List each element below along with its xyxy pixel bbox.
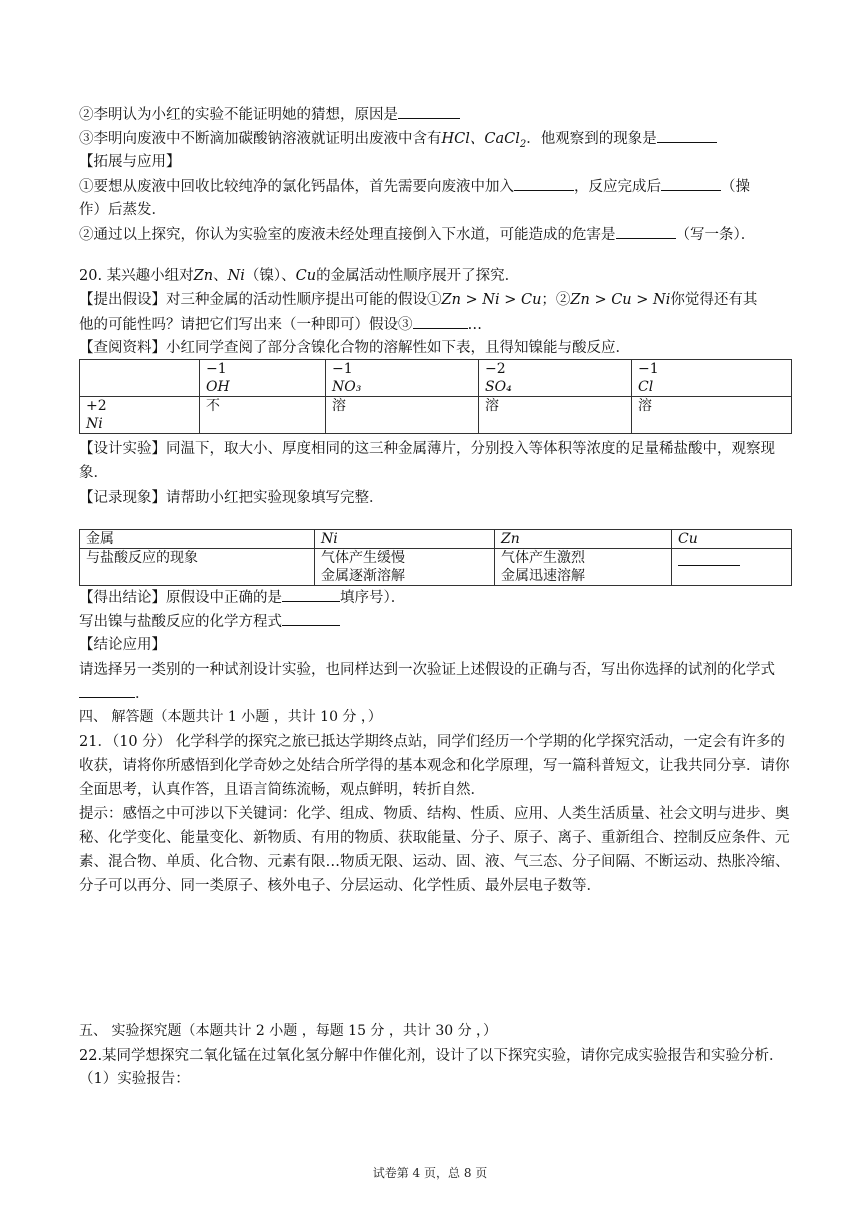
formula: Zn > Ni > Cu xyxy=(441,292,542,308)
table-cell: 溶 xyxy=(326,397,479,434)
section-heading: 【结论应用】 xyxy=(79,637,166,653)
question-text: ①要想从废液中回收比较纯净的氯化钙晶体，首先需要向废液中加入 xyxy=(79,179,514,195)
question-text: 的金属活动性顺序展开了探究． xyxy=(316,268,520,284)
question-20-intro xyxy=(79,265,791,289)
question-text: ，反应完成后 xyxy=(574,179,661,195)
page-footer: 试卷第 4 页，总 8 页 xyxy=(372,1166,488,1180)
section-4-title: 四、 解答题（本题共计 1 小题 ，共计 10 分 ，） xyxy=(79,709,382,725)
question-22-sub: （1）实验报告： xyxy=(79,1071,190,1087)
question-text: 、 xyxy=(213,268,228,284)
formula-subscript: 2 xyxy=(519,138,527,150)
question-text: （写一条）． xyxy=(675,227,756,243)
question-line xyxy=(79,175,791,199)
formula: Zn xyxy=(193,268,214,284)
solubility-table xyxy=(79,359,792,434)
question-21: 21．（10 分） 化学科学的探究之旅已抵达学期终点站，同学们经历一个学期的化学探究活动，一定会有许多的收获，请将你所感悟到化学奇妙之处结合所学得的基本观念和化学原理，写一篇科普短文，让我共同分享．请你全面思考，认真作答，且语言简练流畅，观点鲜明，转折自然． xyxy=(79,734,790,798)
question-text: ②李明认为小红的实验不能证明她的猜想，原因是 xyxy=(79,107,398,123)
question-text: ③李明向废液中不断滴加碳酸钠溶液就证明出废液中含有 xyxy=(79,131,442,147)
answer-blank[interactable] xyxy=(661,175,721,191)
question-text: … xyxy=(467,317,482,333)
table-row-header: +2 Ni xyxy=(80,397,200,434)
question-text: 他的可能性吗？请把它们写出来（一种即可）假设③ xyxy=(79,317,413,333)
table-cell xyxy=(672,549,792,586)
question-text: ②通过以上探究，你认为实验室的废液未经处理直接倒入下水道，可能造成的危害是 xyxy=(79,227,616,243)
answer-blank[interactable] xyxy=(79,682,135,698)
answer-blank[interactable] xyxy=(282,586,340,602)
design-paragraph: 【设计实验】同温下，取大小、厚度相同的这三种金属薄片，分别投入等体积等浓度的足量稀盐酸中，观察现象． xyxy=(79,441,775,481)
table-header-cell: Ni xyxy=(315,530,495,549)
question-text: 请选择另一类别的一种试剂设计实验，也同样达到一次验证上述假设的正确与否，写出你选择的试剂的化学式 xyxy=(79,662,775,678)
answer-blank[interactable] xyxy=(282,610,340,626)
answer-blank[interactable] xyxy=(398,103,460,119)
question-text: 【得出结论】原假设中正确的是 xyxy=(79,590,282,606)
formula: Ni xyxy=(227,268,245,284)
equation-line xyxy=(79,610,791,634)
formula: Zn > Cu > Ni xyxy=(570,292,671,308)
section-5-title: 五、 实验探究题（本题共计 2 小题 ，每题 15 分 ，共计 30 分 ，） xyxy=(79,1023,498,1039)
apply-paragraph xyxy=(79,658,791,706)
question-text: 写出镍与盐酸反应的化学方程式 xyxy=(79,614,282,630)
table-header-cell: −1 NO₃ xyxy=(326,360,479,397)
page-content xyxy=(79,103,791,898)
record-line: 【记录现象】请帮助小红把实验现象填写完整． xyxy=(79,490,384,506)
question-text: 20. 某兴趣小组对 xyxy=(79,268,194,284)
table-cell: 气体产生激烈 金属迅速溶解 xyxy=(495,549,672,586)
table-header-cell: −1 OH xyxy=(200,360,326,397)
table-cell: 溶 xyxy=(479,397,632,434)
question-line: 作）后蒸发． xyxy=(79,202,166,218)
question-text: 【提出假设】对三种金属的活动性顺序提出可能的假设① xyxy=(79,292,442,308)
hypothesis-line xyxy=(79,313,791,337)
question-text: 你觉得还有其 xyxy=(670,292,758,308)
table-cell: 溶 xyxy=(632,397,792,434)
section-heading: 【拓展与应用】 xyxy=(79,154,181,170)
info-line: 【查阅资料】小红同学查阅了部分含镍化合物的溶解性如下表，且得知镍能与酸反应． xyxy=(79,340,630,356)
question-text: ． xyxy=(135,686,150,702)
question-text: （操 xyxy=(721,179,750,195)
question-line xyxy=(79,103,791,127)
answer-blank[interactable] xyxy=(657,127,717,143)
answer-blank[interactable] xyxy=(413,313,468,329)
question-21-hint: 提示：感悟之中可涉以下关键词：化学、组成、物质、结构、性质、应用、人类生活质量、社会文明与进步、奥秘、化学变化、能量变化、新物质、有用的物质、获取能量、分子、原子、离子、重新组合、控制反应条件、元素、混合物、单质、化合物、元素有限…物质无限、运动、固、液、气三态、分子间隔、不断运动、热胀冷缩、分子可以再分、同一类原子、核外电子、分层运动、化学性质、最外层电子数等． xyxy=(79,806,790,894)
formula: HCl、CaCl xyxy=(441,131,520,147)
table-header-cell: Cu xyxy=(672,530,792,549)
question-line xyxy=(79,127,791,151)
table-header-cell: Zn xyxy=(495,530,672,549)
observation-table xyxy=(79,529,792,586)
section-5 xyxy=(79,1020,791,1092)
question-text: 填序号）． xyxy=(340,590,406,606)
table-header-cell: −1 Cl xyxy=(632,360,792,397)
question-line xyxy=(79,223,791,247)
table-row-header: 与盐酸反应的现象 xyxy=(80,549,315,586)
question-22: 22.某同学想探究二氧化锰在过氧化氢分解中作催化剂，设计了以下探究实验，请你完成实验报告和实验分析． xyxy=(79,1048,784,1064)
question-text: ．他观察到的现象是 xyxy=(526,131,657,147)
conclusion-line xyxy=(79,586,791,610)
answer-blank[interactable] xyxy=(678,550,740,566)
table-cell: 不 xyxy=(200,397,326,434)
answer-blank[interactable] xyxy=(616,223,676,239)
table-header-cell: 金属 xyxy=(80,530,315,549)
table-cell xyxy=(80,360,200,397)
table-cell: 气体产生缓慢 金属逐渐溶解 xyxy=(315,549,495,586)
hypothesis-line xyxy=(79,289,791,313)
question-text: （镍）、 xyxy=(244,268,296,284)
table-header-cell: −2 SO₄ xyxy=(479,360,632,397)
question-text: ；② xyxy=(541,292,571,308)
answer-blank[interactable] xyxy=(514,175,574,191)
formula: Cu xyxy=(295,268,317,284)
